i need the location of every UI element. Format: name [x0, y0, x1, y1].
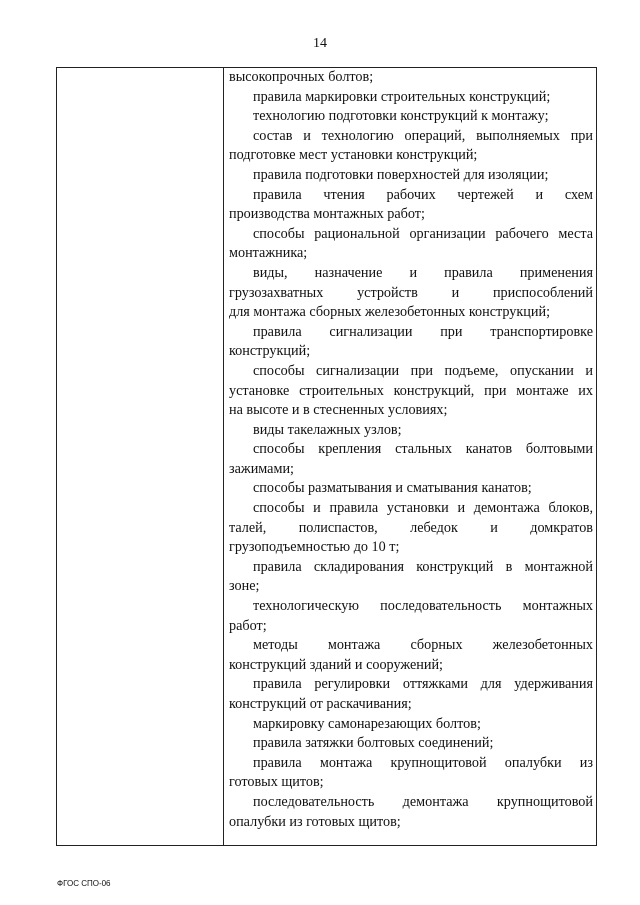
- list-line: конструкций;: [229, 343, 311, 360]
- list-line: технологию подготовки конструкций к монтажу;: [253, 108, 549, 125]
- list-line: способы сигнализации при подъеме, опускании и: [253, 362, 593, 379]
- list-line: зажимами;: [229, 460, 294, 477]
- list-line: работ;: [229, 617, 267, 634]
- list-line: правила чтения рабочих чертежей и схем: [253, 186, 593, 203]
- list-line: для монтажа сборных железобетонных конструкций;: [229, 304, 551, 321]
- document-footer: ФГОС СПО-06: [57, 879, 111, 888]
- list-line: монтажника;: [229, 245, 308, 262]
- list-line: правила складирования конструкций в монтажной: [253, 558, 593, 575]
- list-line: способы рациональной организации рабочего места: [253, 225, 593, 242]
- competency-table: [56, 67, 597, 846]
- list-line: правила маркировки строительных конструкций;: [253, 88, 551, 105]
- list-line: правила затяжки болтовых соединений;: [253, 735, 494, 752]
- list-line: методы монтажа сборных железобетонных: [253, 637, 593, 654]
- list-line: виды такелажных узлов;: [253, 421, 402, 438]
- list-line: способы и правила установки и демонтажа блоков,: [253, 500, 593, 517]
- list-line: правила подготовки поверхностей для изоляции;: [253, 166, 549, 183]
- list-line: высокопрочных болтов;: [229, 69, 374, 85]
- list-line: подготовке мест установки конструкций;: [229, 147, 478, 164]
- list-line: правила регулировки оттяжками для удерживания: [253, 676, 593, 693]
- list-line: виды, назначение и правила применения: [253, 264, 593, 281]
- list-line: состав и технологию операций, выполняемых при: [253, 127, 593, 144]
- list-line: установке строительных конструкций, при монтаже их: [229, 382, 593, 399]
- list-line: на высоте и в стесненных условиях;: [229, 402, 448, 419]
- list-line: правила сигнализации при транспортировке: [253, 323, 593, 340]
- list-line: конструкций зданий и сооружений;: [229, 656, 444, 673]
- list-line: производства монтажных работ;: [229, 206, 425, 223]
- list-line: технологическую последовательность монтажных: [253, 598, 593, 615]
- column-divider: [223, 68, 224, 845]
- list-line: способы крепления стальных канатов болтовыми: [253, 441, 593, 458]
- list-line: последовательность демонтажа крупнощитовой: [253, 793, 593, 810]
- list-line: талей, полиспастов, лебедок и домкратов: [229, 519, 593, 536]
- list-line: маркировку самонарезающих болтов;: [253, 715, 481, 732]
- list-line: опалубки из готовых щитов;: [229, 813, 401, 830]
- list-line: конструкций от раскачивания;: [229, 696, 412, 712]
- list-line: грузоподъемностью до 10 т;: [229, 539, 400, 556]
- page-number: 14: [313, 36, 327, 51]
- list-line: правила монтажа крупнощитовой опалубки из: [253, 754, 593, 771]
- list-line: зоне;: [229, 578, 260, 595]
- knowledge-list: [229, 68, 593, 832]
- list-line: способы разматывания и сматывания канатов;: [253, 480, 532, 497]
- list-line: грузозахватных устройств и приспособлений: [229, 284, 593, 301]
- list-line: готовых щитов;: [229, 774, 324, 791]
